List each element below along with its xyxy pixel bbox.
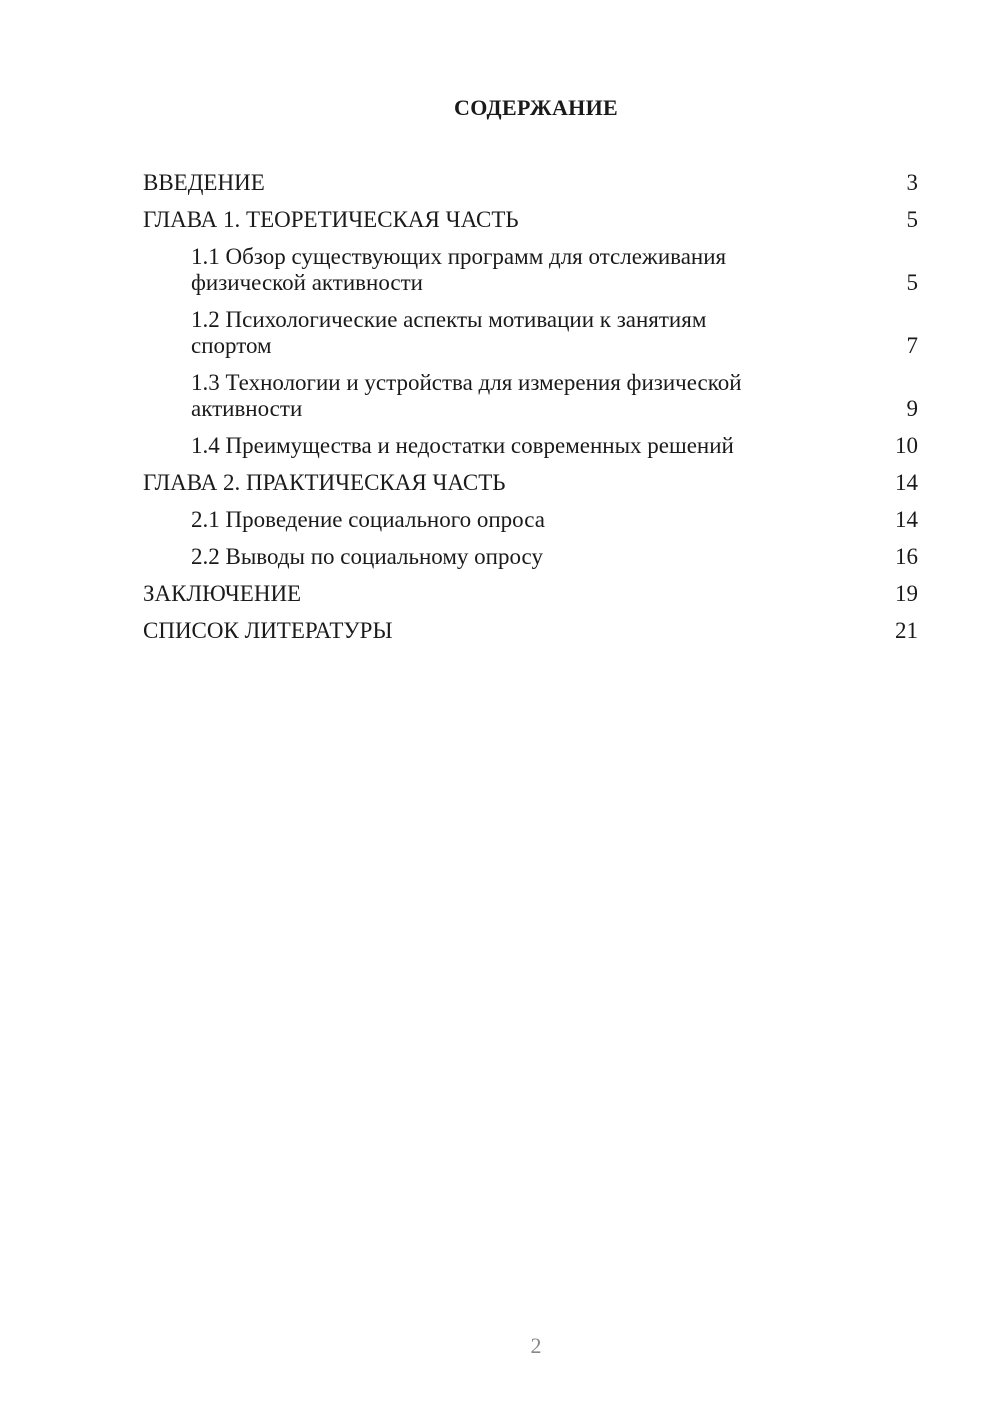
toc-entry-section-1-1[interactable] bbox=[143, 244, 918, 296]
toc-entry-title: ЗАКЛЮЧЕНИЕ bbox=[143, 581, 302, 606]
toc-entry-title: 1.2 Психологические аспекты мотивации к занятиям спортом bbox=[191, 307, 707, 358]
toc-entry-page: 16 bbox=[895, 544, 918, 569]
toc-entry-title: 2.2 Выводы по социальному опросу bbox=[191, 544, 543, 569]
toc-entry-section-1-2[interactable] bbox=[143, 307, 918, 359]
toc-entry-page: 5 bbox=[906, 270, 918, 295]
toc-entry-title: ГЛАВА 1. ТЕОРЕТИЧЕСКАЯ ЧАСТЬ bbox=[143, 207, 519, 232]
toc-entry-title: СПИСОК ЛИТЕРАТУРЫ bbox=[143, 618, 393, 643]
toc-entry-introduction[interactable] bbox=[143, 170, 918, 196]
toc-entry-title: 1.1 Обзор существующих программ для отслеживания физической активности bbox=[191, 244, 727, 295]
toc-entry-page: 7 bbox=[906, 333, 918, 358]
toc-entry-page: 19 bbox=[895, 581, 918, 606]
toc-entry-section-2-2[interactable] bbox=[143, 544, 918, 570]
toc-entry-page: 14 bbox=[895, 470, 918, 495]
toc-entry-title: 1.4 Преимущества и недостатки современных решений bbox=[191, 433, 734, 458]
toc-entry-title: 1.3 Технологии и устройства для измерения физической активности bbox=[191, 370, 742, 421]
toc-entry-chapter-2[interactable] bbox=[143, 470, 918, 496]
toc-entry-section-1-4[interactable] bbox=[143, 433, 918, 459]
page-title: СОДЕРЖАНИЕ bbox=[454, 95, 618, 120]
toc-entry-title: ГЛАВА 2. ПРАКТИЧЕСКАЯ ЧАСТЬ bbox=[143, 470, 506, 495]
toc-entry-section-1-3[interactable] bbox=[143, 370, 918, 422]
toc-entry-title: ВВЕДЕНИЕ bbox=[143, 170, 265, 195]
table-of-contents bbox=[143, 170, 918, 655]
toc-entry-title: 2.1 Проведение социального опроса bbox=[191, 507, 545, 532]
toc-entry-page: 3 bbox=[906, 170, 918, 195]
toc-entry-page: 21 bbox=[895, 618, 918, 643]
toc-entry-page: 5 bbox=[906, 207, 918, 232]
toc-entry-section-2-1[interactable] bbox=[143, 507, 918, 533]
toc-entry-page: 9 bbox=[906, 396, 918, 421]
page-number: 2 bbox=[530, 1333, 542, 1358]
toc-entry-references[interactable] bbox=[143, 618, 918, 644]
toc-entry-page: 10 bbox=[895, 433, 918, 458]
toc-entry-conclusion[interactable] bbox=[143, 581, 918, 607]
toc-entry-page: 14 bbox=[895, 507, 918, 532]
toc-entry-chapter-1[interactable] bbox=[143, 207, 918, 233]
